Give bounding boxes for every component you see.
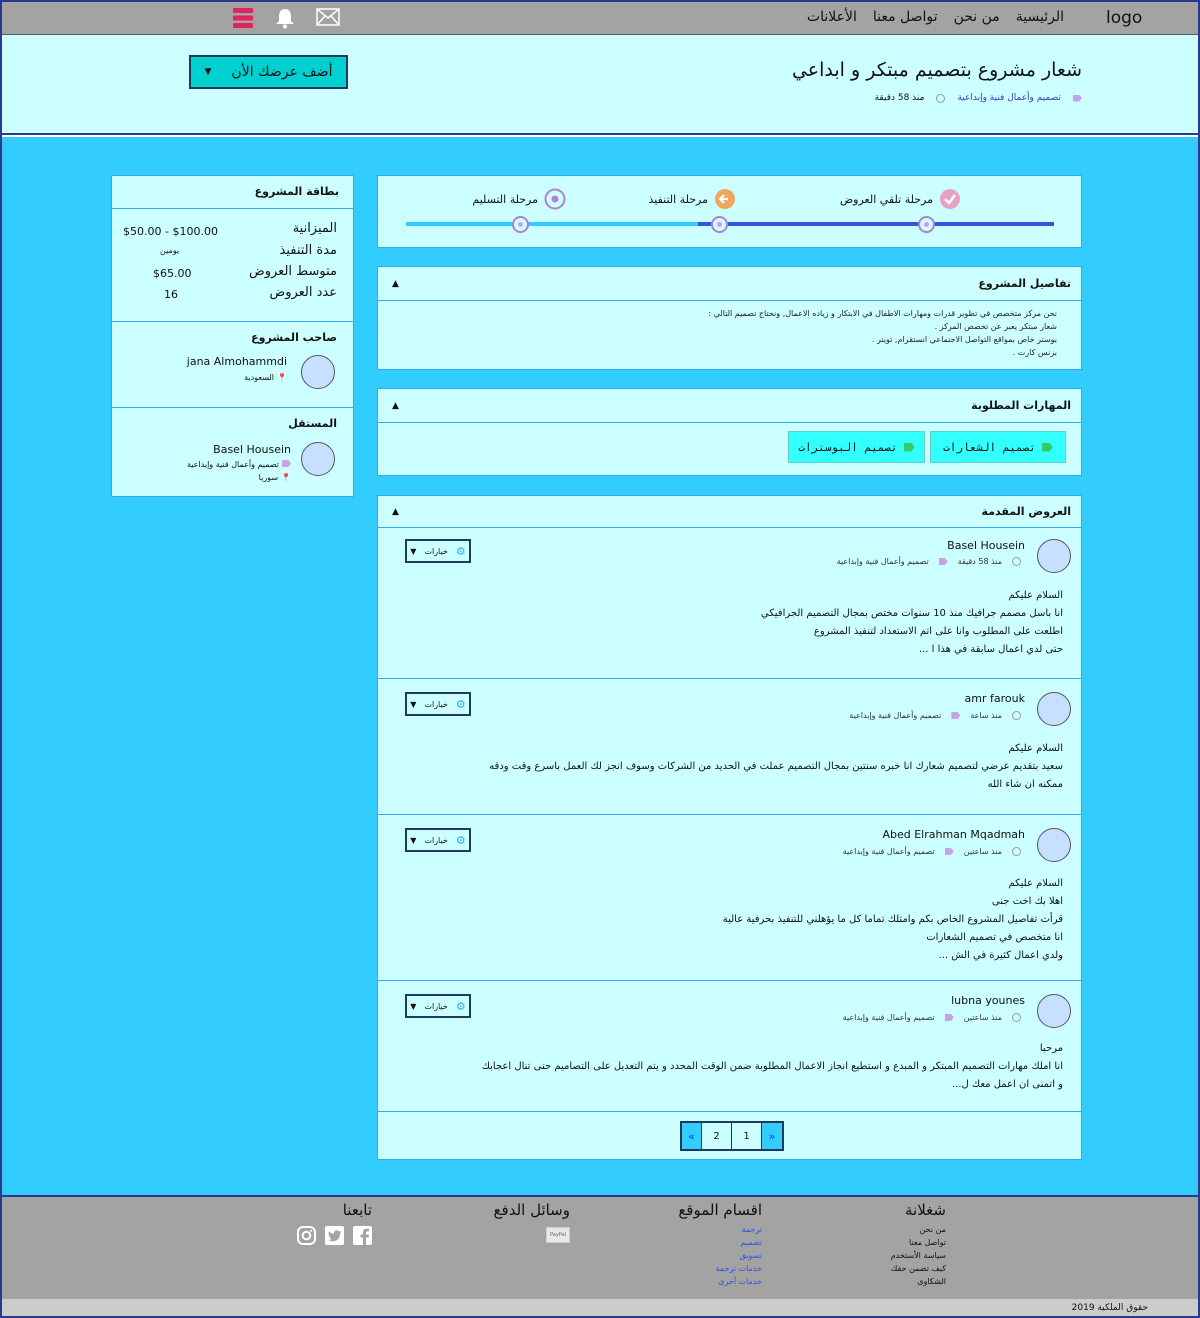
menu-icon[interactable] (232, 7, 254, 29)
stage-delivery (472, 188, 566, 210)
footer-link[interactable]: الشكاوى (917, 1277, 946, 1286)
location-pin-icon: 📍 (281, 473, 291, 482)
progress-bar (406, 222, 1054, 226)
instagram-icon[interactable] (297, 1226, 316, 1245)
offer-line: اهلا بك اخت جنى (991, 896, 1063, 907)
gear-icon: ⚙ (455, 544, 466, 558)
skills-header[interactable] (378, 389, 1081, 423)
mail-icon[interactable] (316, 7, 340, 29)
offer-line: انا متخصص في تصميم الشعارات (926, 932, 1063, 943)
chevron-down-icon: ▼ (410, 835, 417, 845)
divider (112, 321, 353, 322)
owner-title: صاحب المشروع (251, 331, 337, 344)
avatar[interactable] (301, 442, 335, 476)
logo[interactable]: logo (1106, 8, 1143, 28)
nav-links (807, 9, 1064, 25)
avatar[interactable] (1037, 692, 1071, 726)
offer-line: السلام عليكم (1008, 878, 1063, 889)
freelancer-title: المستقل (288, 417, 337, 430)
owner-name[interactable]: jana Almohammdi (186, 355, 287, 368)
avatar[interactable] (301, 355, 335, 389)
gear-icon: ⚙ (455, 999, 466, 1013)
offer-line: اطلعت على المطلوب وانا على اتم الاستعداد لتنفيذ المشروع (813, 626, 1063, 637)
footer-link[interactable]: خدمات أخرى (718, 1277, 762, 1286)
project-card-title: بطاقة المشروع (112, 176, 353, 209)
offer-category: تصميم وأعمال فنية وإبداعية (849, 711, 942, 720)
freelancer-country: سوريا (258, 473, 279, 482)
chevron-down-icon: ▼ (204, 67, 212, 77)
stage-receiving-label: مرحلة تلقي العروض (839, 192, 933, 206)
bell-icon[interactable] (274, 7, 296, 29)
nav-link-home[interactable]: الرئيسية (1015, 9, 1064, 25)
details-line: شعار مبتكر يعبر عن تخصص المركز . (934, 322, 1057, 331)
project-header (2, 35, 1198, 135)
options-button[interactable] (405, 994, 471, 1018)
budget-value: $50.00 - $100.00 (123, 225, 218, 238)
tag-icon (945, 848, 954, 855)
offer-author[interactable]: amr farouk (964, 692, 1025, 705)
location-pin-icon: 📍 (277, 373, 287, 382)
caret-up-icon[interactable]: ▲ (392, 506, 399, 517)
prev-page-icon[interactable]: « (682, 1123, 702, 1149)
skill-label: تصميم الشعارات (943, 440, 1036, 454)
details-line: نحن مركز متخصص في تطوير قدرات ومهارات الاطفال في الابتكار و زياده الاعمال, ونحتاج تصميم التالي : (708, 309, 1057, 318)
caret-up-icon[interactable]: ▲ (392, 400, 399, 411)
owner-country: السعودية (244, 373, 275, 382)
nav-link-about[interactable]: من نحن (953, 9, 1000, 25)
twitter-icon[interactable] (325, 1226, 344, 1245)
duration-label: مدة التنفيذ (279, 243, 337, 258)
footer-link[interactable]: كيف تضمن حقك (890, 1264, 946, 1273)
offer-time: منذ 58 دقيقة (957, 557, 1002, 566)
progress-dot-execution (711, 216, 728, 233)
offers-section (377, 495, 1082, 1160)
footer-brand-title: شغلانة (905, 1201, 946, 1219)
pagination (680, 1121, 784, 1151)
progress-dot-receiving (918, 216, 935, 233)
offer-text (761, 587, 1063, 659)
page-1[interactable]: 1 (732, 1123, 762, 1149)
skill-label: تصميم البوسترات (798, 440, 898, 454)
offer-time: منذ ساعة (970, 711, 1002, 720)
gear-icon: ⚙ (455, 697, 466, 711)
offer-line: السلام عليكم (1008, 743, 1063, 754)
avg-offers-label: متوسط العروض (249, 264, 337, 279)
project-meta (875, 93, 1082, 103)
tag-icon (282, 460, 291, 467)
offer-category: تصميم وأعمال فنية وإبداعية (842, 847, 935, 856)
check-circle-icon (939, 188, 961, 210)
clock-icon (1012, 847, 1021, 856)
offer-category: تصميم وأعمال فنية وإبداعية (842, 1013, 935, 1022)
footer-col-payment (494, 1201, 570, 1243)
avatar[interactable] (1037, 994, 1071, 1028)
offer-item (378, 678, 1081, 814)
footer-col-brand (891, 1201, 946, 1288)
footer (2, 1195, 1198, 1299)
clock-icon (1012, 711, 1021, 720)
footer-link[interactable]: تسويق (739, 1251, 762, 1260)
avg-offers-value: $65.00 (153, 267, 192, 280)
options-label: خيارات (424, 835, 448, 845)
offer-meta (843, 1013, 1021, 1022)
offer-author[interactable]: Abed Elrahman Mqadmah (882, 828, 1025, 841)
offer-time: منذ ساعتين (963, 1013, 1002, 1022)
offers-header[interactable] (378, 496, 1081, 527)
skill-tag[interactable] (930, 431, 1066, 463)
top-nav (2, 2, 1198, 35)
offer-line: ولدي اعمال كثيرة في الش ... (938, 950, 1063, 961)
chevron-down-icon: ▼ (410, 1001, 417, 1011)
social-icons (297, 1226, 372, 1245)
tag-icon (945, 1014, 954, 1021)
project-category[interactable]: تصميم وأعمال فنية وإبداعية (957, 93, 1061, 103)
offer-meta (849, 711, 1021, 720)
required-skills (377, 388, 1082, 476)
nav-link-ads[interactable]: الأعلانات (806, 9, 857, 25)
freelancer-category-label: تصميم وأعمال فنية وإبداعية (186, 460, 279, 469)
tag-icon (904, 443, 915, 452)
stage-receiving (840, 188, 961, 210)
nav-link-contact[interactable]: تواصل معنا (872, 9, 938, 25)
offers-count-label: عدد العروض (269, 285, 337, 300)
freelancer-location (259, 473, 291, 482)
avatar[interactable] (1037, 539, 1071, 573)
details-title: تفاصيل المشروع (978, 277, 1071, 290)
offer-meta (837, 557, 1021, 566)
stage-execution-label: مرحلة التنفيذ (648, 192, 708, 206)
offer-line: و اتمنى ان اعمل معك ل... (951, 1079, 1063, 1090)
copyright: حقوق الملكية 2019 (2, 1299, 1198, 1318)
footer-link[interactable]: خدمات ترجمة (715, 1264, 762, 1273)
details-line: بوستر خاص بمواقع التواصل الاجتماعي انستقرام, تويتر . (871, 335, 1057, 344)
offer-line: حتى لدي اعمال سابقة في هذا ا ... (918, 644, 1063, 655)
offer-time: منذ ساعتين (963, 847, 1002, 856)
options-button[interactable] (405, 828, 471, 852)
paypal-icon: PayPal (546, 1227, 570, 1243)
offer-text (723, 875, 1063, 965)
freelancer-category (187, 460, 291, 469)
details-header[interactable] (378, 267, 1081, 301)
offer-line: انا باسل مصمم جرافيك منذ 10 سنوات مختص بمجال التصميم الجرافيكي (760, 608, 1063, 619)
chevron-down-icon: ▼ (410, 546, 417, 556)
tag-icon (1042, 443, 1053, 452)
offer-item (378, 814, 1081, 980)
next-page-icon[interactable]: » (762, 1123, 782, 1149)
footer-social-title: تابعنا (342, 1201, 372, 1219)
footer-col-social (297, 1201, 372, 1245)
footer-payment-title: وسائل الدفع (493, 1201, 570, 1219)
options-label: خيارات (424, 699, 448, 709)
footer-col-sections (678, 1201, 762, 1288)
budget-label: الميزانية (292, 221, 337, 236)
clock-icon (1012, 1013, 1021, 1022)
progress-dot-delivery (512, 216, 529, 233)
main-content (2, 137, 1198, 1195)
nav-icons (232, 7, 340, 29)
avatar[interactable] (1037, 828, 1071, 862)
duration-value: يومين (160, 246, 180, 255)
tag-icon (951, 712, 960, 719)
add-offer-button[interactable] (189, 55, 348, 89)
options-label: خيارات (424, 1001, 448, 1011)
project-time: منذ 58 دقيقة (874, 93, 925, 103)
offer-line: قرأت تفاصيل المشروع الخاص بكم وامتلك تماما كل ما يؤهلني للتنفيذ بحرفية عالية (722, 914, 1063, 925)
footer-link[interactable]: من نحن (919, 1225, 946, 1234)
skills-title: المهارات المطلوبة (971, 399, 1071, 412)
divider (112, 407, 353, 408)
offer-line: السلام عليكم (1008, 590, 1063, 601)
footer-link[interactable]: تواصل معنا (909, 1238, 946, 1247)
clock-icon (936, 94, 945, 103)
offer-category: تصميم وأعمال فنية وإبداعية (836, 557, 929, 566)
details-line: بزنس كارت . (1012, 348, 1057, 357)
arrow-left-circle-icon (714, 188, 736, 210)
caret-up-icon[interactable]: ▲ (392, 278, 399, 289)
project-progress (377, 175, 1082, 248)
offer-text (482, 1040, 1063, 1094)
facebook-icon[interactable] (353, 1226, 372, 1245)
offer-line: ممكنه ان شاء الله (987, 779, 1063, 790)
page-2[interactable]: 2 (702, 1123, 732, 1149)
project-details (377, 266, 1082, 370)
chevron-down-icon: ▼ (410, 699, 417, 709)
footer-link[interactable]: سياسة الأستخدم (890, 1251, 946, 1260)
tag-icon (939, 558, 948, 565)
owner-location (244, 373, 287, 382)
add-offer-label: أضف عرضك الأن (231, 64, 333, 80)
offer-item (378, 980, 1081, 1111)
clock-icon (1012, 557, 1021, 566)
offer-line: سعيد بتقديم عرضي لتصميم شعارك انا خبره سنتين بمجال التصميم عملت في الحديد من الشركات وسوف انجز لك العمل باسرع وقت ودقه (489, 761, 1063, 772)
skill-tag[interactable] (788, 431, 925, 463)
offer-line: مرحبا (1039, 1043, 1063, 1054)
offer-text (489, 740, 1063, 794)
offer-item (378, 527, 1081, 678)
options-button[interactable] (405, 539, 471, 563)
tag-icon (1073, 95, 1082, 102)
stage-delivery-label: مرحلة التسليم (472, 192, 538, 206)
offers-count-value: 16 (164, 288, 178, 301)
progress-bar-fill (698, 222, 1054, 226)
options-button[interactable] (405, 692, 471, 716)
gear-icon: ⚙ (455, 833, 466, 847)
footer-sections-title: اقسام الموقع (678, 1201, 762, 1219)
offer-author[interactable]: Basel Housein (947, 539, 1025, 552)
project-title: شعار مشروع بتصميم مبتكر و ابداعي (791, 59, 1082, 81)
footer-link[interactable]: ترجمة (741, 1225, 762, 1234)
footer-link[interactable]: تصميم (740, 1238, 762, 1247)
offer-author[interactable]: lubna younes (951, 994, 1025, 1007)
offer-line: انا املك مهارات التصميم المبتكر و المبدع و استطيع انجاز الاعمال المطلوبة ضمن الوقت المحدد و يتم التعديل على التصاميم حتى تنال اعجابك (481, 1061, 1063, 1072)
target-circle-icon (544, 188, 566, 210)
options-label: خيارات (424, 546, 448, 556)
details-body (378, 301, 1081, 359)
freelancer-name[interactable]: Basel Housein (213, 443, 291, 456)
pagination-row (378, 1111, 1081, 1160)
offer-meta (843, 847, 1021, 856)
project-card (111, 175, 354, 497)
stage-execution (648, 188, 736, 210)
offers-title: العروض المقدمة (981, 505, 1071, 518)
